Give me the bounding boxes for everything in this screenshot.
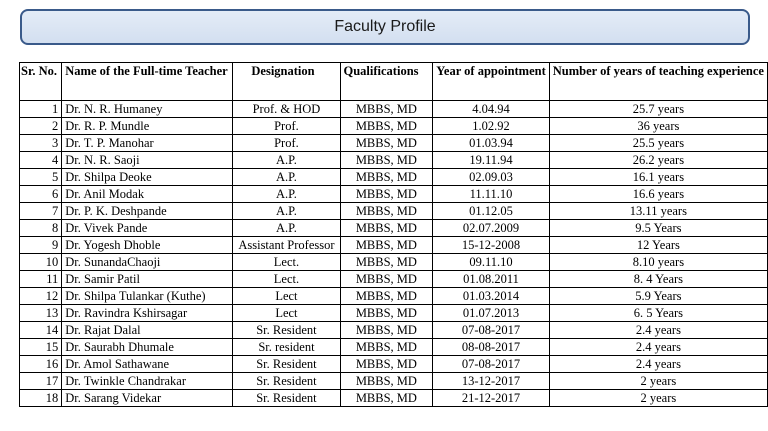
row-sr-no: 17 [20,373,62,390]
row-year-of-appointment: 01.12.05 [433,203,550,220]
table-row [20,322,768,339]
row-year-of-appointment: 08-08-2017 [433,339,550,356]
table-row [20,373,768,390]
row-teaching-experience: 25.5 years [549,135,767,152]
row-teacher-name: Dr. Saurabh Dhumale [62,339,233,356]
row-designation: A.P. [233,186,340,203]
row-teacher-name: Dr. Sarang Videkar [62,390,233,407]
row-teaching-experience: 2.4 years [549,356,767,373]
faculty-table-body [20,101,768,407]
row-qualifications: MBBS, MD [340,339,433,356]
row-teacher-name: Dr. N. R. Humaney [62,101,233,118]
table-row [20,390,768,407]
table-row [20,169,768,186]
row-sr-no: 10 [20,254,62,271]
row-qualifications: MBBS, MD [340,203,433,220]
row-qualifications: MBBS, MD [340,152,433,169]
row-designation: Prof. [233,118,340,135]
row-sr-no: 5 [20,169,62,186]
row-teaching-experience: 8. 4 Years [549,271,767,288]
table-row [20,101,768,118]
row-designation: Prof. [233,135,340,152]
row-teaching-experience: 16.1 years [549,169,767,186]
row-sr-no: 9 [20,237,62,254]
row-teaching-experience: 36 years [549,118,767,135]
table-row [20,254,768,271]
row-sr-no: 13 [20,305,62,322]
row-sr-no: 7 [20,203,62,220]
row-qualifications: MBBS, MD [340,101,433,118]
row-qualifications: MBBS, MD [340,169,433,186]
row-teacher-name: Dr. Shilpa Deoke [62,169,233,186]
header-teaching-experience: Number of years of teaching experience [549,63,767,101]
row-teaching-experience: 2 years [549,373,767,390]
row-qualifications: MBBS, MD [340,390,433,407]
row-teaching-experience: 2.4 years [549,339,767,356]
table-row [20,203,768,220]
row-qualifications: MBBS, MD [340,254,433,271]
row-designation: Sr. Resident [233,356,340,373]
row-sr-no: 1 [20,101,62,118]
row-teaching-experience: 26.2 years [549,152,767,169]
row-qualifications: MBBS, MD [340,373,433,390]
row-teaching-experience: 5.9 Years [549,288,767,305]
faculty-table [19,62,768,407]
table-header-row [20,63,768,101]
row-teaching-experience: 12 Years [549,237,767,254]
row-sr-no: 3 [20,135,62,152]
row-teaching-experience: 9.5 Years [549,220,767,237]
row-qualifications: MBBS, MD [340,322,433,339]
row-designation: A.P. [233,152,340,169]
row-teacher-name: Dr. P. K. Deshpande [62,203,233,220]
row-sr-no: 12 [20,288,62,305]
row-qualifications: MBBS, MD [340,220,433,237]
row-year-of-appointment: 02.09.03 [433,169,550,186]
row-teacher-name: Dr. SunandaChaoji [62,254,233,271]
row-teacher-name: Dr. Shilpa Tulankar (Kuthe) [62,288,233,305]
row-year-of-appointment: 01.07.2013 [433,305,550,322]
row-teaching-experience: 2.4 years [549,322,767,339]
row-teaching-experience: 13.11 years [549,203,767,220]
row-designation: A.P. [233,220,340,237]
header-sr-no: Sr. No. [20,63,62,101]
row-teacher-name: Dr. Samir Patil [62,271,233,288]
row-designation: Lect. [233,254,340,271]
row-year-of-appointment: 02.07.2009 [433,220,550,237]
row-designation: Lect [233,288,340,305]
row-qualifications: MBBS, MD [340,271,433,288]
table-row [20,339,768,356]
row-teacher-name: Dr. Amol Sathawane [62,356,233,373]
row-sr-no: 14 [20,322,62,339]
header-year-of-appointment: Year of appointment [433,63,550,101]
row-qualifications: MBBS, MD [340,118,433,135]
row-qualifications: MBBS, MD [340,237,433,254]
header-designation: Designation [233,63,340,101]
table-row [20,271,768,288]
table-row [20,220,768,237]
row-sr-no: 4 [20,152,62,169]
row-sr-no: 6 [20,186,62,203]
row-teaching-experience: 25.7 years [549,101,767,118]
table-row [20,237,768,254]
row-teacher-name: Dr. Vivek Pande [62,220,233,237]
row-year-of-appointment: 01.03.94 [433,135,550,152]
row-qualifications: MBBS, MD [340,288,433,305]
row-sr-no: 15 [20,339,62,356]
table-row [20,135,768,152]
table-row [20,288,768,305]
row-designation: Prof. & HOD [233,101,340,118]
row-teacher-name: Dr. R. P. Mundle [62,118,233,135]
faculty-profile-banner [20,9,750,45]
header-qualifications: Qualifications [340,63,433,101]
row-year-of-appointment: 01.08.2011 [433,271,550,288]
row-year-of-appointment: 07-08-2017 [433,322,550,339]
row-designation: Assistant Professor [233,237,340,254]
header-name: Name of the Full-time Teacher [62,63,233,101]
row-teacher-name: Dr. T. P. Manohar [62,135,233,152]
row-designation: Sr. resident [233,339,340,356]
table-row [20,356,768,373]
row-teacher-name: Dr. Yogesh Dhoble [62,237,233,254]
row-designation: Lect [233,305,340,322]
row-year-of-appointment: 4.04.94 [433,101,550,118]
row-designation: Lect. [233,271,340,288]
row-designation: A.P. [233,169,340,186]
row-teacher-name: Dr. Rajat Dalal [62,322,233,339]
row-teacher-name: Dr. Twinkle Chandrakar [62,373,233,390]
row-year-of-appointment: 07-08-2017 [433,356,550,373]
table-row [20,186,768,203]
row-year-of-appointment: 15-12-2008 [433,237,550,254]
table-row [20,118,768,135]
row-qualifications: MBBS, MD [340,135,433,152]
row-designation: A.P. [233,203,340,220]
row-teaching-experience: 6. 5 Years [549,305,767,322]
row-qualifications: MBBS, MD [340,186,433,203]
table-row [20,305,768,322]
row-teaching-experience: 2 years [549,390,767,407]
row-sr-no: 16 [20,356,62,373]
row-year-of-appointment: 13-12-2017 [433,373,550,390]
row-year-of-appointment: 19.11.94 [433,152,550,169]
row-sr-no: 11 [20,271,62,288]
row-teaching-experience: 16.6 years [549,186,767,203]
row-teacher-name: Dr. Anil Modak [62,186,233,203]
row-teacher-name: Dr. Ravindra Kshirsagar [62,305,233,322]
row-teaching-experience: 8.10 years [549,254,767,271]
table-row [20,152,768,169]
banner-title: Faculty Profile [334,18,436,35]
row-sr-no: 2 [20,118,62,135]
row-designation: Sr. Resident [233,322,340,339]
row-year-of-appointment: 21-12-2017 [433,390,550,407]
row-year-of-appointment: 1.02.92 [433,118,550,135]
row-teacher-name: Dr. N. R. Saoji [62,152,233,169]
row-year-of-appointment: 01.03.2014 [433,288,550,305]
row-designation: Sr. Resident [233,390,340,407]
row-year-of-appointment: 11.11.10 [433,186,550,203]
row-year-of-appointment: 09.11.10 [433,254,550,271]
row-sr-no: 18 [20,390,62,407]
row-sr-no: 8 [20,220,62,237]
row-designation: Sr. Resident [233,373,340,390]
row-qualifications: MBBS, MD [340,305,433,322]
row-qualifications: MBBS, MD [340,356,433,373]
